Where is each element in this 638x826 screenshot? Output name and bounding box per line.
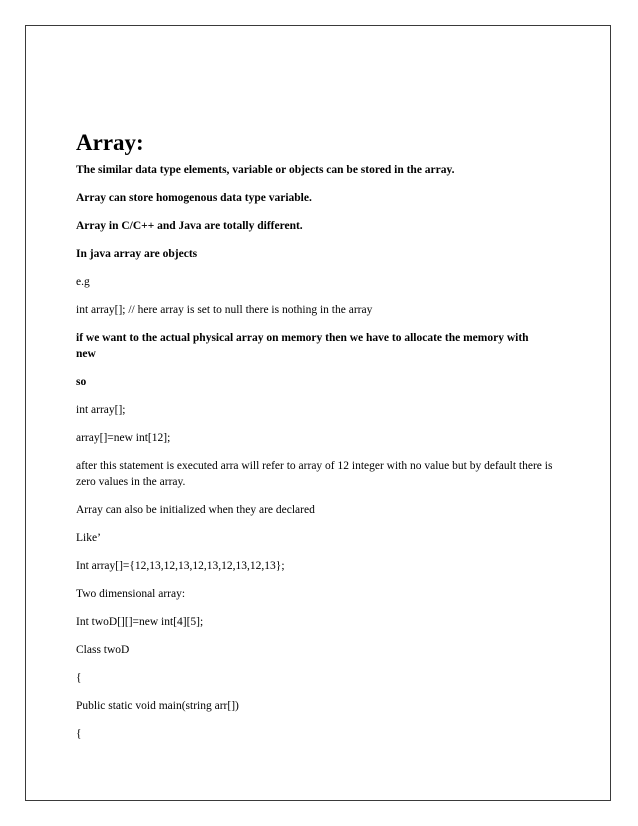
text-line: after this statement is executed arra will refer to array of 12 integer with no value but by default there is zero values in the array. [76,460,556,488]
text-line: Int twoD[][]=new int[4][5]; [76,616,204,628]
text-line: The similar data type elements, variable or objects can be stored in the array. [76,164,455,176]
text-line: e.g [76,276,90,288]
page-title: Array: [76,130,144,155]
text-line: array[]=new int[12]; [76,432,171,444]
text-line: Array can also be initialized when they are declared [76,504,315,516]
text-line: Public static void main(string arr[]) [76,700,239,712]
text-line: int array[]; [76,404,126,416]
text-line: Array can store homogenous data type variable. [76,192,312,204]
text-line: Int array[]={12,13,12,13,12,13,12,13,12,13}; [76,560,285,572]
text-line: { [76,672,82,684]
text-line: In java array are objects [76,248,198,260]
text-line: Two dimensional array: [76,588,186,600]
text-line: int array[]; // here array is set to null there is nothing in the array [76,304,373,316]
text-line: Array in C/C++ and Java are totally different. [76,220,303,232]
text-line: so [76,376,87,388]
text-line: Class twoD [76,644,130,656]
document-content [76,128,556,742]
text-line: if we want to the actual physical array on memory then we have to allocate the memory with new [76,332,532,360]
text-line: Like’ [76,532,101,544]
text-line: { [76,728,82,740]
